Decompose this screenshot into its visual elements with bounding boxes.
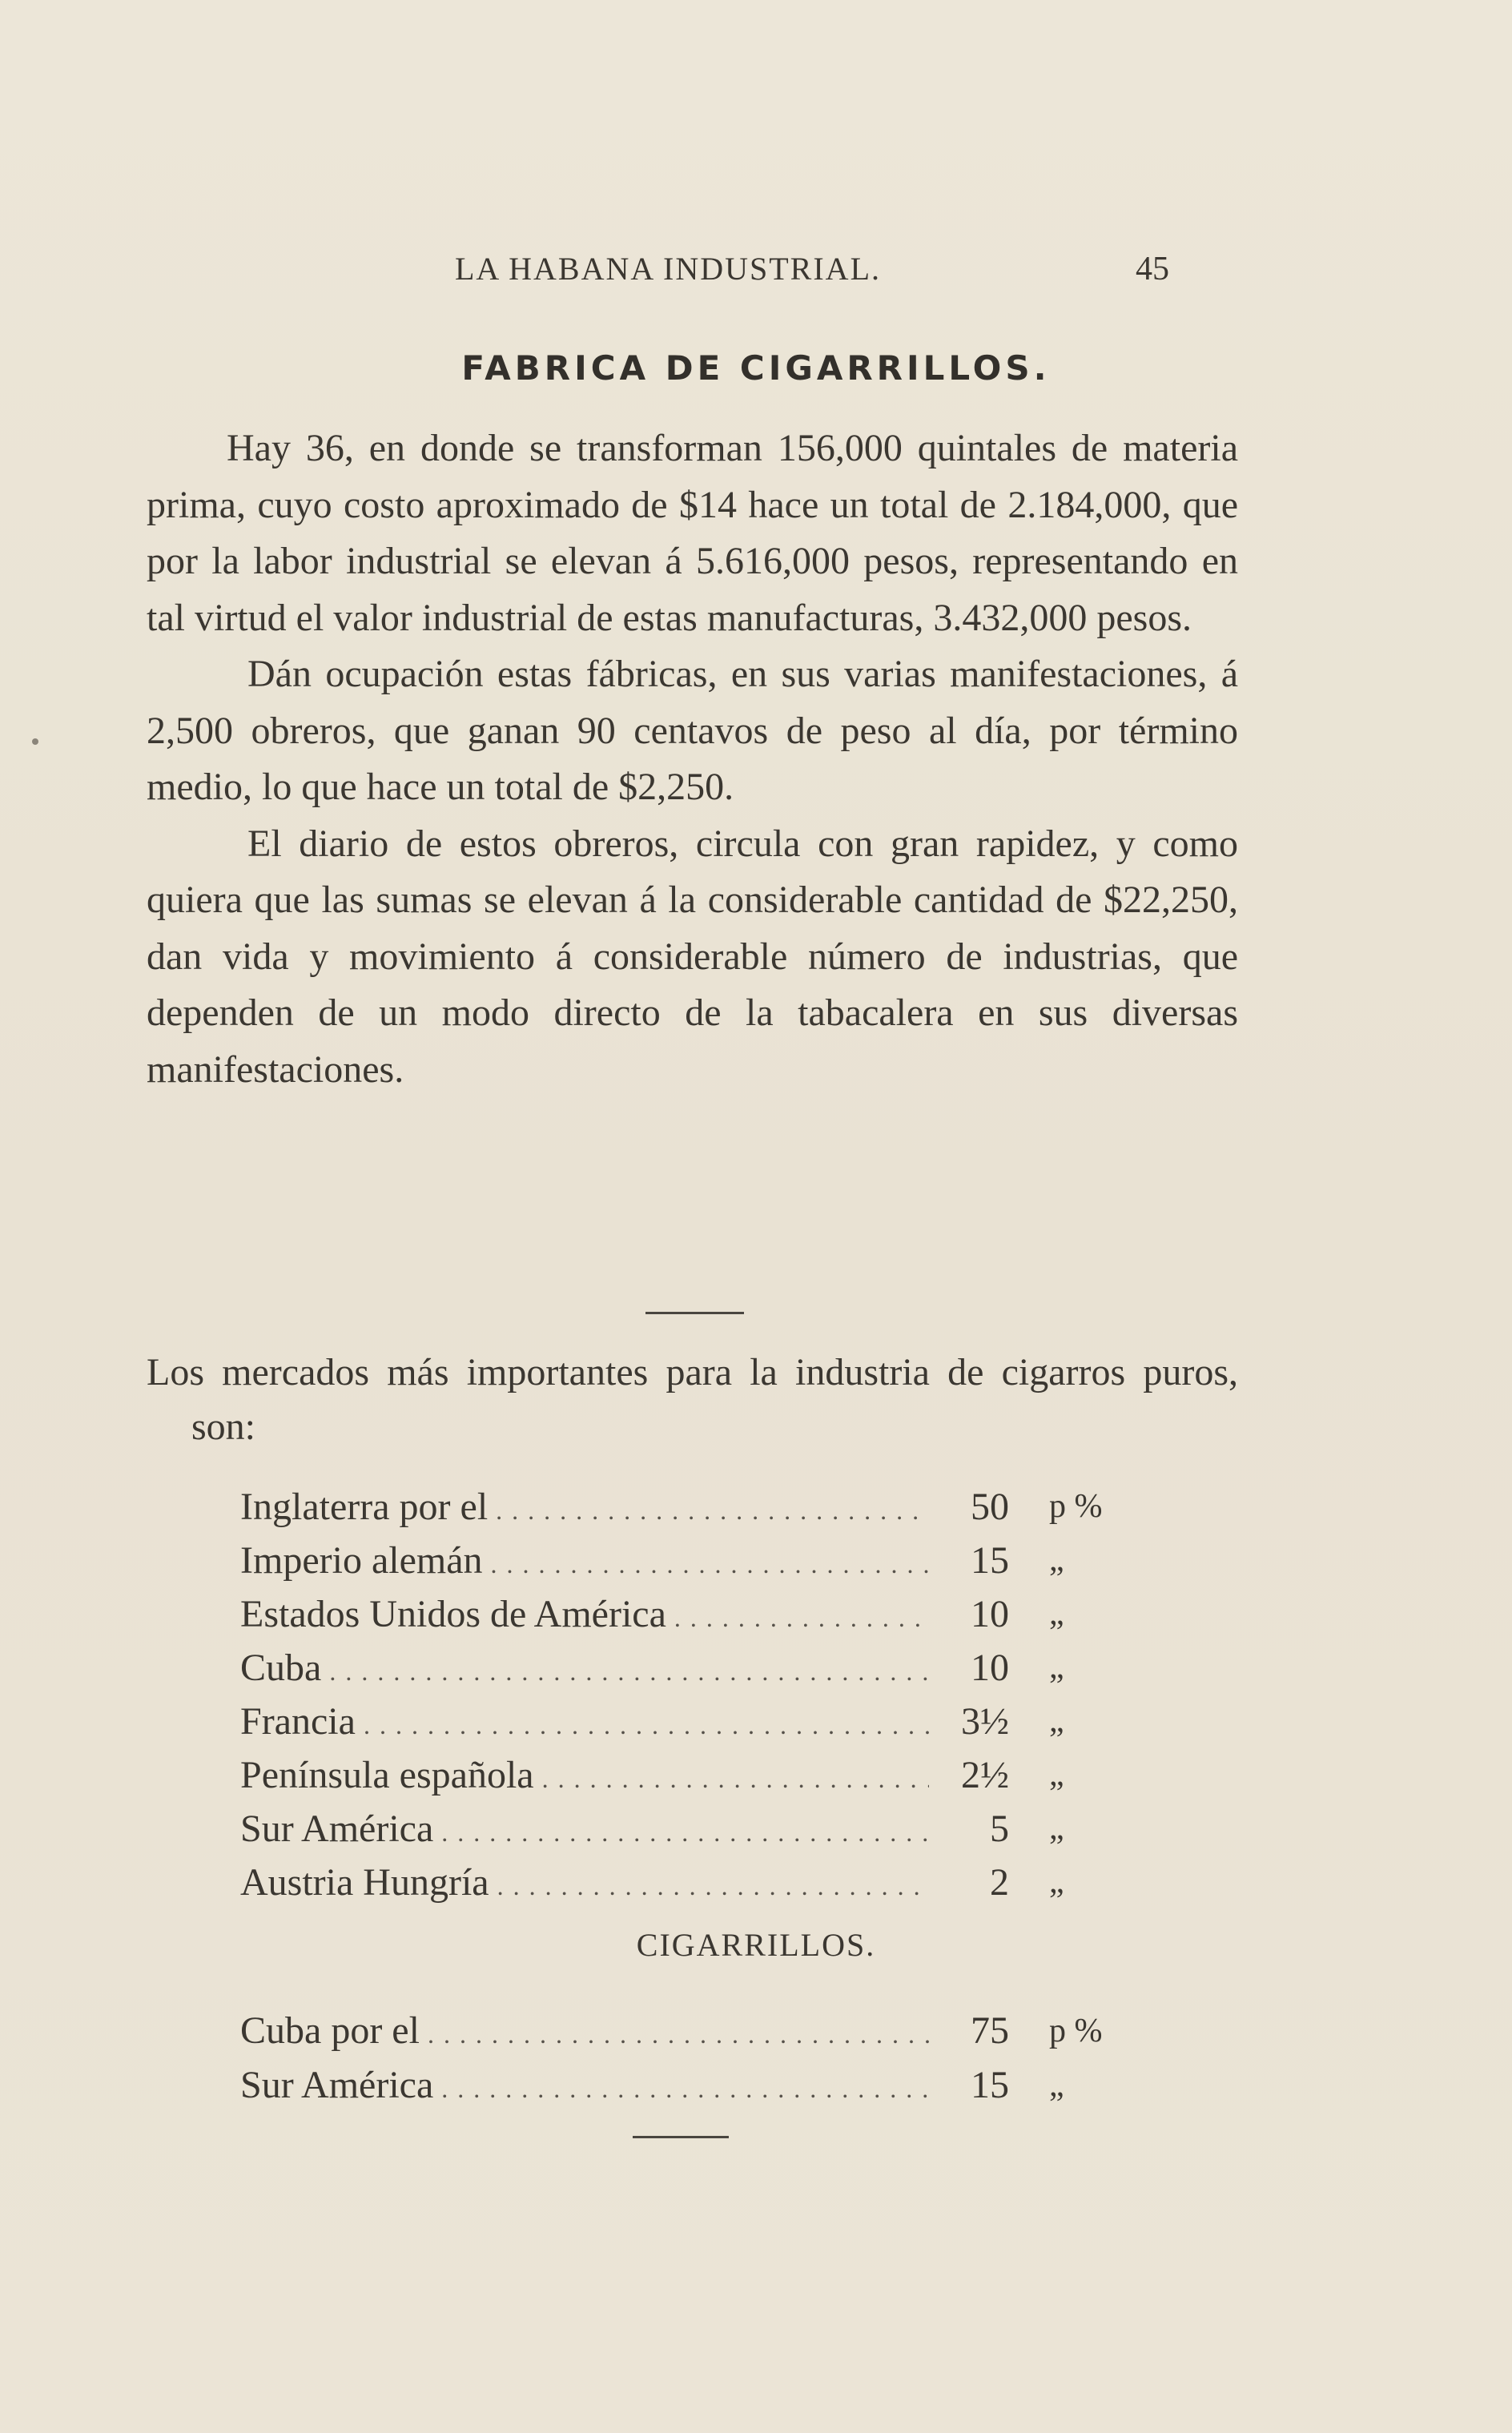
market-label: Imperio alemán . . . — [240, 1534, 929, 1591]
market-value: 15 — [971, 2064, 1009, 2106]
section-divider — [645, 1312, 744, 1314]
market-unit: „ — [1049, 1595, 1064, 1632]
paragraph-2: Dán ocupación estas fábricas, en sus varias manifestaciones, á 2,500 obreros, que ganan 90 centavos de peso al día, por término medio, lo que hace un total de $2,250. — [147, 653, 1238, 808]
running-title: LA HABANA INDUSTRIAL. — [455, 251, 881, 287]
running-head — [0, 250, 1512, 298]
market-label: Cuba . . . — [240, 1641, 929, 1699]
market-label: Sur América . . . — [240, 1802, 929, 1860]
cigarrillos-heading: CIGARRILLOS. — [636, 1927, 876, 1963]
market-label: Inglaterra por el . . . — [240, 1480, 929, 1538]
table-row — [240, 2004, 1161, 2058]
margin-speck — [32, 738, 38, 745]
market-label: Sur América . . . — [240, 2058, 929, 2116]
table-row — [240, 1856, 1161, 1909]
market-unit: „ — [1049, 1810, 1064, 1847]
market-unit: p % — [1049, 2013, 1103, 2049]
table-row — [240, 1480, 1161, 1534]
table-row — [240, 1802, 1161, 1856]
market-value: 15 — [971, 1539, 1009, 1582]
table-row — [240, 1587, 1161, 1641]
market-unit: „ — [1049, 1756, 1064, 1793]
market-label: Austria Hungría . . . — [240, 1856, 929, 1913]
section-heading: FABRICA DE CIGARRILLOS. — [461, 348, 1051, 388]
cigarette-markets-table — [240, 2004, 1161, 2113]
market-unit: „ — [1049, 1703, 1064, 1739]
market-unit: „ — [1049, 1864, 1064, 1900]
paragraph-3: El diario de estos obreros, circula con gran rapidez, y como quiera que las sumas se elevan á la considerable cantidad de $22,250, dan vida y movimiento á considerable número de industrias, que dependen de un modo directo de la tabacalera en sus diversas manifestaciones. — [147, 822, 1238, 1091]
table-row — [240, 1748, 1161, 1802]
market-label: Estados Unidos de América . . . — [240, 1587, 929, 1645]
markets-intro — [147, 1345, 1238, 1454]
market-value: 10 — [971, 1593, 1009, 1635]
market-unit: „ — [1049, 1649, 1064, 1686]
market-value: 3½ — [961, 1700, 1009, 1743]
table-row — [240, 1534, 1161, 1587]
table-row — [240, 1641, 1161, 1695]
paragraph-1: Hay 36, en donde se transforman 156,000 quintales de materia prima, cuyo costo aproximado de $14 hace un total de 2.184,000, que por la labor industrial se elevan á 5.616,000 pesos, representando en tal virtud el valor industrial de estas manufacturas, 3.432,000 pesos. — [147, 427, 1238, 639]
market-label: Cuba por el . . . — [240, 2004, 929, 2061]
body-text — [147, 420, 1238, 1098]
market-unit: „ — [1049, 1542, 1064, 1578]
market-value: 75 — [971, 2009, 1009, 2052]
cigar-markets-table — [240, 1480, 1161, 1909]
market-unit: p % — [1049, 1488, 1103, 1525]
market-label: Francia . . . — [240, 1695, 929, 1752]
market-unit: „ — [1049, 2067, 1064, 2104]
market-value: 10 — [971, 1647, 1009, 1689]
market-label: Península española . . . — [240, 1748, 929, 1806]
page-number: 45 — [1136, 251, 1169, 288]
table-row — [240, 2058, 1161, 2113]
market-value: 50 — [971, 1486, 1009, 1528]
market-value: 2 — [990, 1861, 1009, 1904]
market-value: 5 — [990, 1808, 1009, 1850]
end-divider — [633, 2136, 729, 2138]
table-row — [240, 1695, 1161, 1748]
market-value: 2½ — [961, 1754, 1009, 1796]
markets-intro-text: Los mercados más importantes para la industria de cigarros puros, son: — [147, 1351, 1238, 1448]
